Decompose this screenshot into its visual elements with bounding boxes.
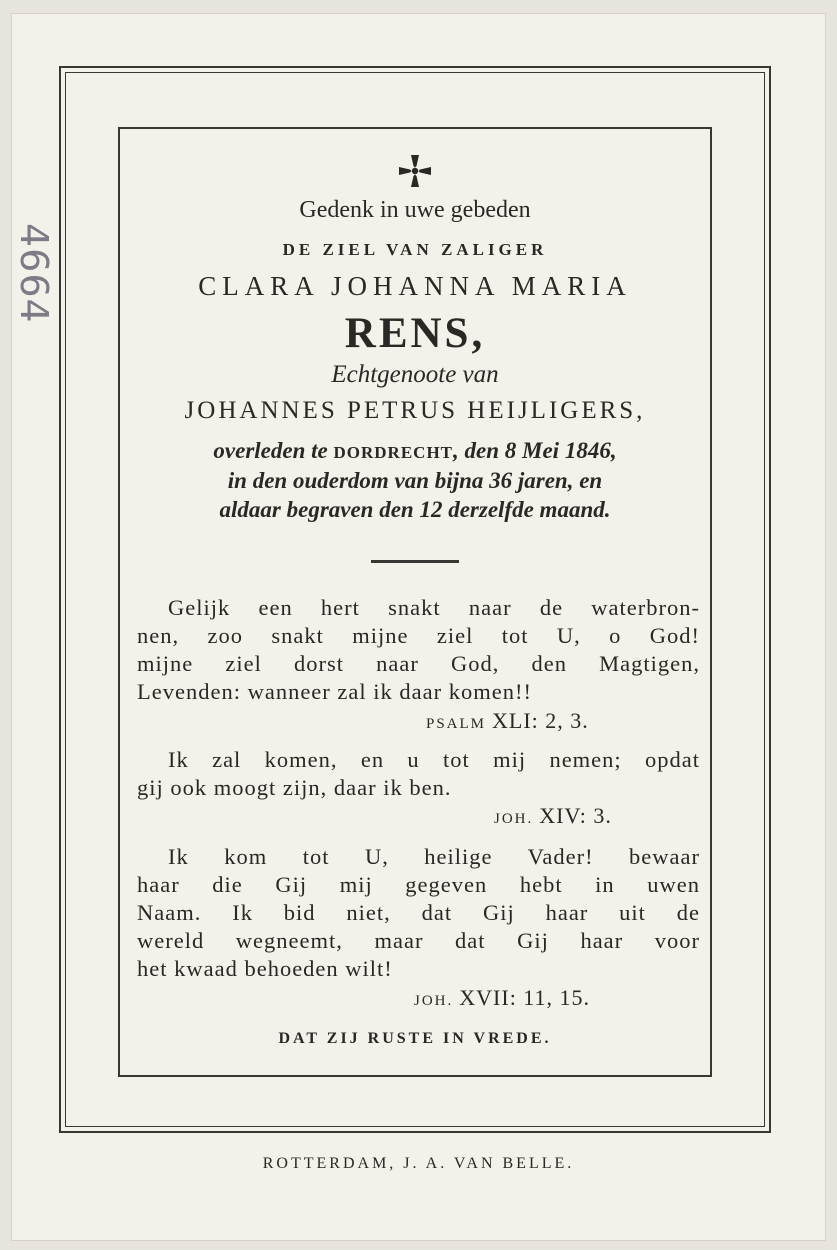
handwritten-number-text: 4664 [12,223,56,324]
verse-line: mijne ziel dorst naar God, den Magtigen, [137,651,700,676]
reference-citation: XVII: 11, 15. [459,985,590,1010]
spouse-intro: Echtgenoote van [331,361,499,388]
verse-line: Levenden: wanneer zal ik daar komen!! [137,679,532,704]
verse-line: Naam. Ik bid niet, dat Gij haar uit de [137,900,700,925]
reference-book: PSALM [426,716,487,732]
verse-line: nen, zoo snakt mijne ziel tot U, o God! [137,623,700,648]
death-line [118,438,712,464]
age-line: in den ouderdom van bijna 36 jaren, en [227,468,603,493]
closing-line: DAT ZIJ RUSTE IN VREDE. [278,1030,552,1047]
verse-reference [426,708,589,734]
cross-icon [397,153,433,189]
death-prefix: overleden te [213,438,328,463]
verse-john-17 [137,843,700,983]
printer-imprint: ROTTERDAM, J. A. VAN BELLE. [262,1155,575,1172]
reference-citation: XIV: 3. [539,803,612,828]
verse-reference [414,985,590,1011]
verse-reference [494,803,612,829]
burial-line: aldaar begraven den 12 derzelfde maand. [219,497,611,522]
divider-rule [371,560,459,563]
handwritten-inventory-number [12,185,56,324]
reference-citation: XLI: 2, 3. [492,708,589,733]
verse-line: Gelijk een hert snakt naar de waterbron- [168,595,700,620]
death-date: , den 8 Mei 1846, [453,438,617,463]
death-place: DORDRECHT [333,443,454,462]
given-names: CLARA JOHANNA MARIA [198,271,632,301]
soul-line: DE ZIEL VAN ZALIGER [282,240,548,259]
reference-book: JOH. [414,993,454,1009]
verse-line: haar die Gij mij gegeven hebt in uwen [137,872,700,897]
intro-line: Gedenk in uwe gebeden [299,197,531,223]
verse-line: gij ook moogt zijn, daar ik ben. [137,775,452,800]
verse-line: het kwaad behoeden wilt! [137,956,393,981]
surname: RENS, [344,310,486,357]
verse-line: wereld wegneemt, maar dat Gij haar voor [137,928,700,953]
spouse-name: JOHANNES PETRUS HEIJLIGERS, [184,397,646,424]
verse-john-14 [137,746,700,802]
verse-line: Ik kom tot U, heilige Vader! bewaar [168,844,700,869]
reference-book: JOH. [494,811,534,827]
verse-psalm [137,594,700,706]
verse-line: Ik zal komen, en u tot mij nemen; opdat [168,747,700,772]
